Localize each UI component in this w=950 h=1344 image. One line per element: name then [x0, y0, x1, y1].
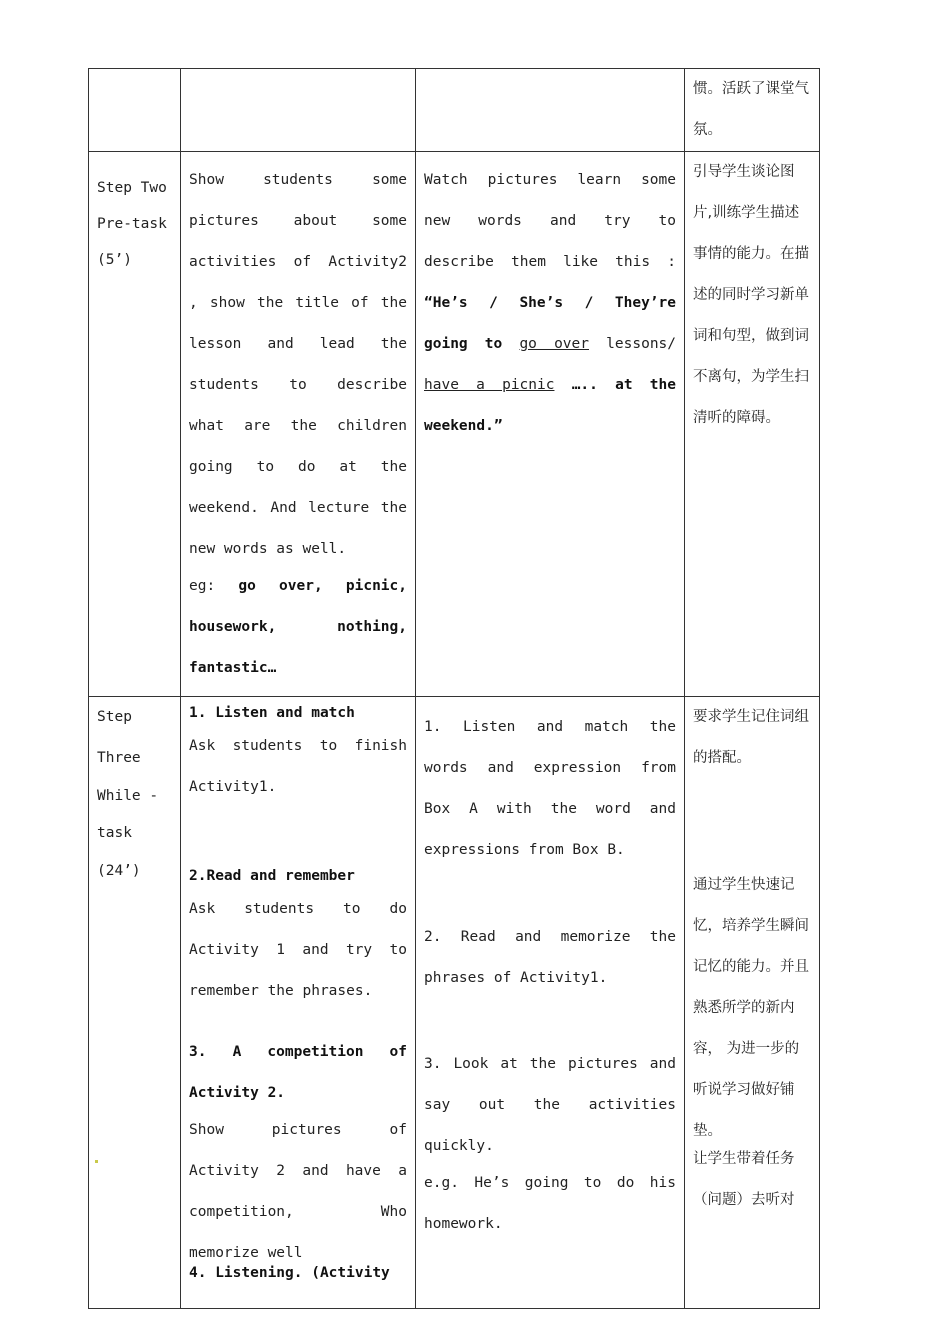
step-cell — [89, 697, 181, 1309]
step-phase: While - — [97, 788, 159, 804]
teacher-activity-text: Show students some pictures about some activities of Activity2 , show the title of the lesson and lead the students to describe what are the children going to do at the weekend. And lecture the new words as well. — [189, 172, 407, 557]
example-words: go over, picnic, housework, nothing, fantastic… — [189, 578, 407, 676]
step-name: Step Two — [97, 180, 167, 196]
teacher-activity-cell — [181, 697, 416, 1309]
step-phase: Pre-task — [97, 216, 167, 232]
step-time: (5’) — [97, 252, 132, 268]
student-task1-text: 1. Listen and match the words and expression from Box A with the word and expressions from Box B. — [424, 719, 676, 858]
sentence-ending: ….. at the weekend.” — [424, 377, 676, 434]
step-phase-cont: task — [97, 825, 132, 841]
task3-title: 3. A competition of Activity 2. — [189, 1044, 407, 1101]
teacher-example — [189, 566, 407, 689]
student-activity-cell — [416, 69, 685, 152]
phrase-lessons: lessons/ — [606, 336, 677, 352]
step-cell — [89, 69, 181, 152]
task3-text: Show pictures of Activity 2 and have a competition, Who memorize well — [189, 1122, 407, 1261]
lesson-plan-table — [88, 68, 820, 1309]
table-row — [89, 152, 820, 697]
design-purpose-cell — [685, 69, 820, 152]
student-activity-cell — [416, 152, 685, 697]
sentence-pattern: “He’s / She’s / They’re going to — [424, 295, 676, 352]
student-activity-text — [424, 160, 676, 447]
design-purpose-cell — [685, 697, 820, 1309]
purpose-text: 惯。活跃了课堂气氛。 — [693, 81, 809, 138]
student-task3-example: e.g. He’s going to do his homework. — [424, 1175, 676, 1232]
task1-title: 1. Listen and match — [189, 705, 355, 721]
table-row — [89, 69, 820, 152]
student-task3-text: 3. Look at the pictures and say out the activities quickly. — [424, 1056, 676, 1154]
student-activity-cell — [416, 697, 685, 1309]
design-purpose-cell — [685, 152, 820, 697]
student-task2-text: 2. Read and memorize the phrases of Activity1. — [424, 929, 676, 986]
step-number: Three — [97, 750, 141, 766]
task2-title: 2.Read and remember — [189, 868, 355, 884]
phrase-go-over: go over — [519, 336, 589, 352]
step-cell — [89, 152, 181, 697]
phrase-have-a-picnic: have a picnic — [424, 377, 555, 393]
task1-text: Ask students to finish Activity1. — [189, 738, 407, 795]
task2-text: Ask students to do Activity 1 and try to remember the phrases. — [189, 901, 407, 999]
student-instruction: Watch pictures learn some new words and try to describe them like this : — [424, 172, 676, 270]
task4-title: 4. Listening. (Activity — [189, 1265, 390, 1281]
stray-mark — [95, 1160, 98, 1163]
step-time: (24’) — [97, 863, 141, 879]
purpose-text-1: 要求学生记住词组的搭配。 — [693, 709, 809, 766]
purpose-text-2: 通过学生快速记忆，培养学生瞬间记忆的能力。并且熟悉所学的新内容， 为进一步的听说学习做好铺垫。 — [693, 877, 809, 1139]
purpose-text-3: 让学生带着任务（问题）去听对 — [693, 1151, 795, 1208]
teacher-activity-cell — [181, 152, 416, 697]
example-prefix: eg: — [189, 578, 216, 594]
table-row — [89, 697, 820, 1309]
step-name: Step — [97, 709, 132, 725]
purpose-text: 引导学生谈论图片,训练学生描述事情的能力。在描述的同时学习新单词和句型，做到词不离句，为学生扫清听的障碍。 — [693, 164, 809, 426]
teacher-activity-cell — [181, 69, 416, 152]
